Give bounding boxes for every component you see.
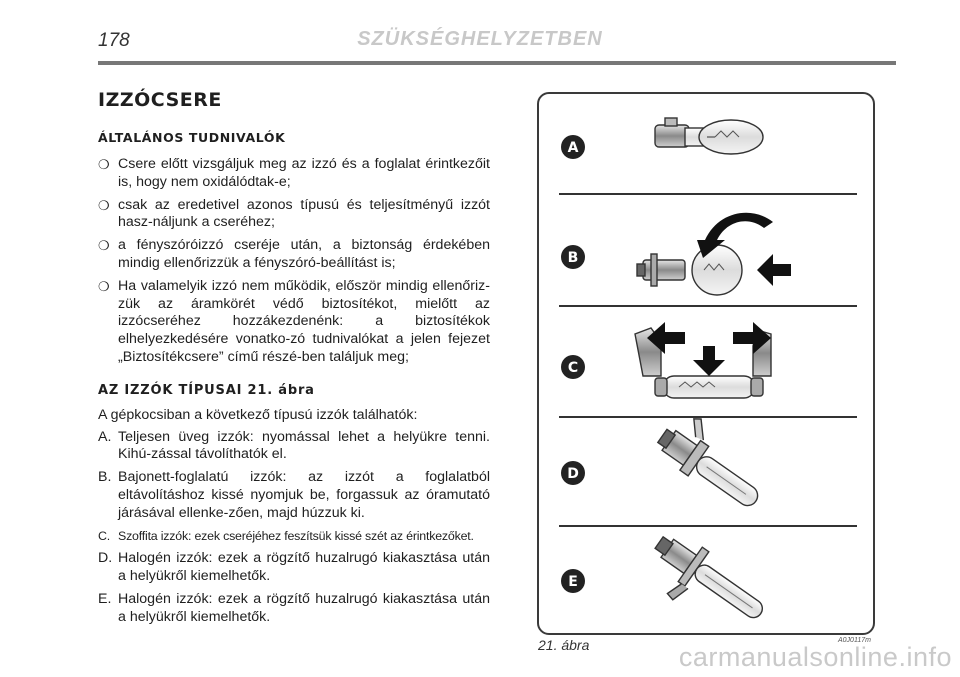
general-info-list (98, 156, 490, 367)
bulb-types-list (98, 429, 490, 627)
badge-e (561, 569, 585, 593)
list-item-text: Halogén izzók: ezek a rögzítő huzalrugó kiakasztása után a helyükről kiemelhetők. (118, 590, 490, 625)
bullet-mark-icon: ❍ (98, 238, 110, 254)
badge-label: A (567, 140, 579, 156)
halogen-bulb-icon (652, 406, 776, 516)
badge-d (561, 461, 585, 485)
list-item-text: csak az eredetivel azonos típusú és teljesítményű izzót hasz-náljunk a cseréhez; (118, 196, 490, 231)
badge-c (561, 355, 585, 379)
list-item (98, 550, 490, 586)
badge-b (561, 245, 585, 269)
text-column (98, 88, 490, 632)
list-item-text: Bajonett-foglalatú izzók: az izzót a foglalatból eltávolításhoz kissé nyomjuk be, forgassuk az óramutató járásával ellenke-zően, majd húzzuk ki. (118, 469, 490, 521)
bulb-types-heading: AZ IZZÓK TÍPUSAI 21. ábra (98, 382, 315, 398)
list-item-text: Teljesen üveg izzók: nyomással lehet a helyükre tenni. Kihú-zással távolíthatók el. (118, 428, 490, 463)
list-item (98, 469, 490, 522)
bulb-types-intro: A gépkocsiban a következő típusú izzók találhatók: (98, 406, 418, 423)
item-letter: C. (98, 528, 110, 543)
list-item (98, 429, 490, 465)
bullet-mark-icon: ❍ (98, 278, 110, 294)
section-title: IZZÓCSERE (98, 89, 222, 111)
badge-label: E (568, 574, 578, 590)
list-item (98, 237, 490, 273)
list-item-text: a fényszóróizzó cseréje után, a biztonság érdekében mindig ellenőrizzük a fényszóró-beállítást is; (118, 237, 490, 271)
figure-code: A0J0117m (838, 637, 871, 644)
list-item-text: Halogén izzók: ezek a rögzítő huzalrugó kiakasztása után a helyükről kiemelhetők. (118, 550, 490, 585)
list-item (98, 591, 490, 627)
list-item (98, 197, 490, 233)
bullet-mark-icon: ❍ (98, 197, 110, 213)
list-item-text: Ha valamelyik izzó nem működik, először mindig ellenőriz-zük az áramkörét védő biztosítékot, mielőtt az izzócseréhez hozzákezdenénk: a biztosítékok elhelyezkedésére vonatko-zó tudnivalókat a jelen fejezet „Biztosítékcsere” című részé-ben találjuk meg; (118, 277, 490, 365)
badge-label: B (567, 250, 579, 266)
list-item-text: Szoffita izzók: ezek cseréjéhez feszítsük kissé szét az érintkezőket. (118, 528, 474, 543)
item-letter: A. (98, 428, 112, 445)
list-item (98, 528, 490, 546)
rotate-arrow-icon (697, 213, 773, 258)
item-letter: B. (98, 469, 112, 486)
bayonet-bulb-icon (637, 245, 742, 295)
general-info-heading: ÁLTALÁNOS TUDNIVALÓK (98, 130, 286, 145)
list-item-text: Csere előtt vizsgáljuk meg az izzó és a foglalat érintkezőit is, hogy nem oxidálódtak-e; (118, 156, 490, 190)
down-arrow-icon (693, 346, 725, 376)
bullet-mark-icon: ❍ (98, 157, 110, 172)
watermark: carmanualsonline.info (678, 642, 952, 672)
list-item (98, 278, 490, 367)
badge-label: C (567, 360, 579, 376)
badge-a (561, 135, 585, 159)
item-letter: E. (98, 590, 112, 607)
page-number: 178 (98, 30, 130, 51)
list-item (98, 156, 490, 192)
running-title: SZÜKSÉGHELYZETBEN (357, 28, 603, 50)
push-arrow-icon (757, 254, 791, 286)
bulb-types-figure (537, 92, 875, 635)
item-letter: D. (98, 550, 113, 567)
badge-label: D (567, 466, 579, 482)
header-rule (98, 61, 896, 65)
halogen-bulb-icon (637, 525, 773, 633)
glass-bulb-icon (655, 118, 763, 154)
figure-caption: 21. ábra (538, 637, 590, 653)
bulb-illustrations (539, 94, 873, 633)
